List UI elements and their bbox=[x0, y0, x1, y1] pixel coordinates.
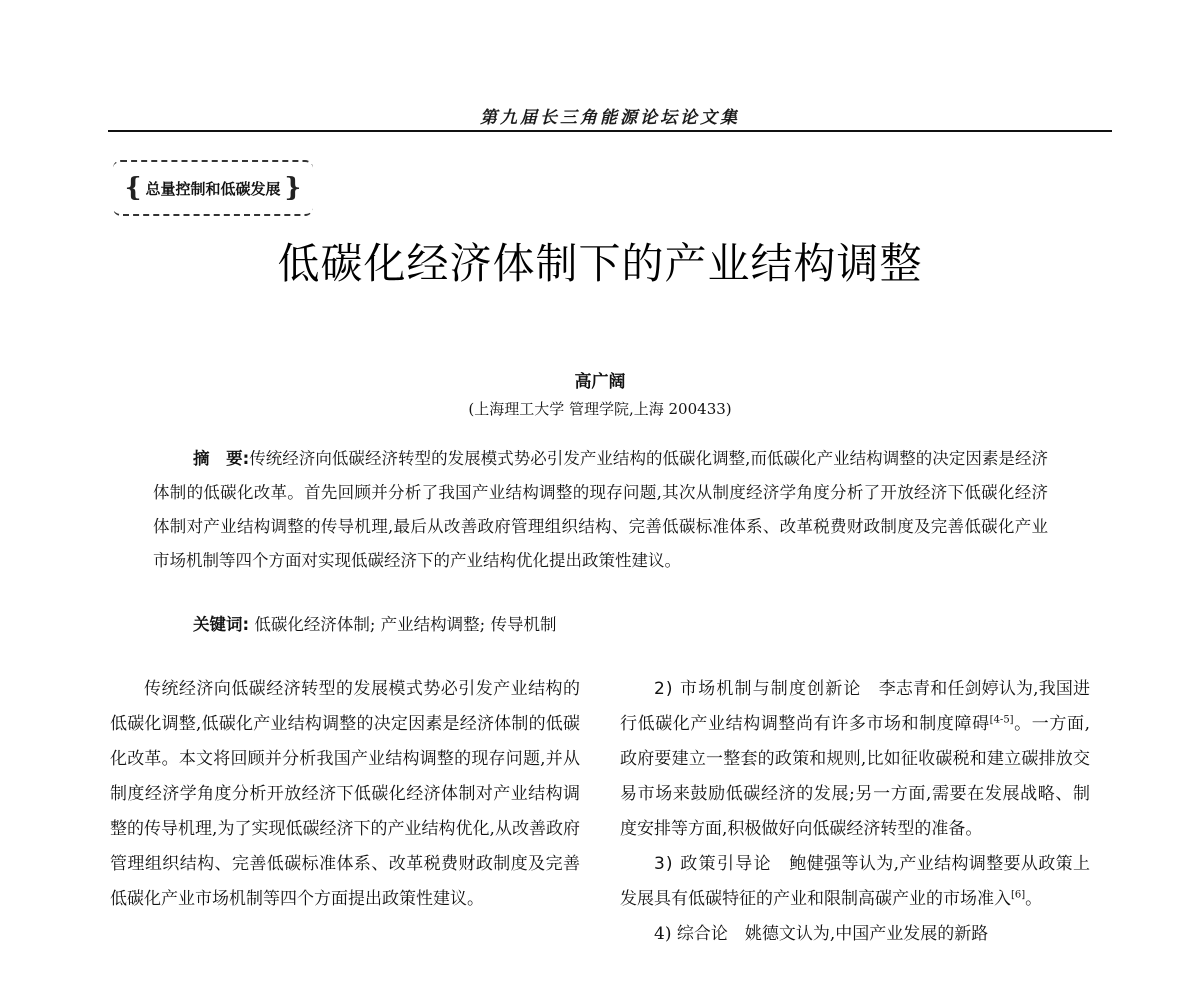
item4-paragraph-partial: 4) 综合论 姚德文认为,中国产业发展的新路 bbox=[654, 924, 989, 944]
keywords bbox=[193, 610, 1053, 640]
keywords-text: 低碳化经济体制; 产业结构调整; 传导机制 bbox=[254, 615, 557, 634]
section-tag bbox=[113, 160, 313, 216]
item2-text-b: 。一方面,政府要建立一整套的政策和规则,比如征收碳税和建立碳排放交易市场来鼓励低碳经济的发展;另一方面,需要在发展战略、制度安排等方面,积极做好向低碳经济转型的准备。 bbox=[620, 714, 1090, 839]
right-brace-icon: } bbox=[284, 173, 302, 203]
body-column-right bbox=[620, 672, 1090, 952]
author-name: 高广阔 bbox=[574, 372, 626, 392]
abstract-text: 传统经济向低碳经济转型的发展模式势必引发产业结构的低碳化调整,而低碳化产业结构调整的决定因素是经济体制的低碳化改革。首先回顾并分析了我国产业结构调整的现存问题,其次从制度经济学角度分析了开放经济下低碳化经济体制对产业结构调整的传导机理,最后从改善政府管理组织结构、完善低碳标准体系、改革税费财政制度及完善低碳化产业市场机制等四个方面对实现低碳经济下的产业结构优化提出政策性建议。 bbox=[153, 449, 1048, 570]
item3-text-b: 。 bbox=[1025, 889, 1043, 909]
item2-label: 2) 市场机制与制度创新论 bbox=[654, 679, 862, 699]
abstract-label: 摘 要: bbox=[193, 449, 250, 468]
header-rule bbox=[108, 130, 1112, 132]
item2-citation: [4-5] bbox=[989, 714, 1014, 726]
item3-text-a: 鲍健强等认为,产业结构调整要从政策上发展具有低碳特征的产业和限制高碳产业的市场准入 bbox=[620, 854, 1091, 909]
author-affiliation: (上海理工大学 管理学院,上海 200433) bbox=[468, 400, 732, 418]
item3-label: 3) 政策引导论 bbox=[654, 854, 773, 874]
body-column-left bbox=[110, 672, 580, 917]
item2-text-a: 李志青和任剑婷认为,我国进行低碳化产业结构调整尚有许多市场和制度障碍 bbox=[620, 679, 1091, 734]
item2-paragraph bbox=[620, 672, 1090, 847]
item3-paragraph bbox=[620, 847, 1090, 917]
item3-citation: [6] bbox=[1011, 889, 1026, 901]
abstract bbox=[153, 442, 1048, 578]
intro-paragraph: 传统经济向低碳经济转型的发展模式势必引发产业结构的低碳化调整,低碳化产业结构调整的决定因素是经济体制的低碳化改革。本文将回顾并分析我国产业结构调整的现存问题,并从制度经济学角度分析开放经济下低碳化经济体制对产业结构调整的传导机理,为了实现低碳经济下的产业结构优化,从改善政府管理组织结构、完善低碳标准体系、改革税费财政制度及完善低碳化产业市场机制等四个方面提出政策性建议。 bbox=[110, 679, 580, 909]
section-label: 总量控制和低碳发展 bbox=[145, 179, 281, 198]
keywords-label: 关键词: bbox=[193, 615, 250, 634]
left-brace-icon: { bbox=[124, 173, 142, 203]
running-header: 第九届长三角能源论坛论文集 bbox=[480, 108, 740, 128]
article-title: 低碳化经济体制下的产业结构调整 bbox=[277, 239, 923, 288]
